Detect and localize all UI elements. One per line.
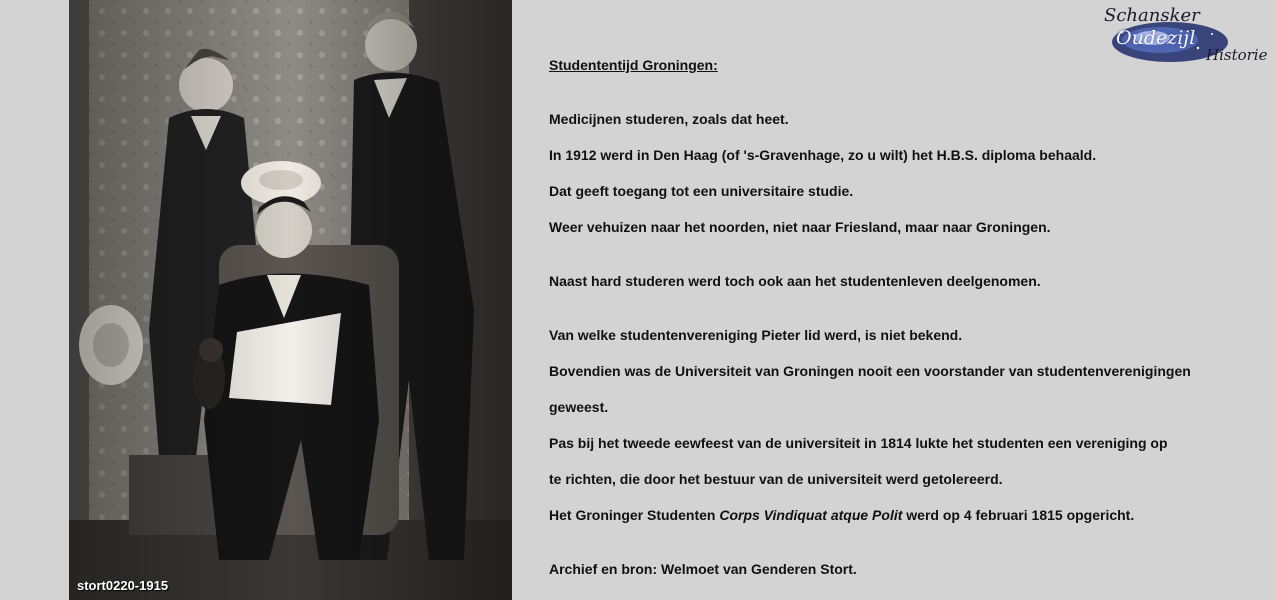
corps-name: Corps Vindiquat atque Polit: [719, 507, 903, 523]
logo-text-historie: Historie: [1206, 46, 1268, 64]
paragraph-text: Het Groninger Studenten: [549, 507, 720, 523]
photo-caption: stort0220-1915: [77, 578, 169, 593]
logo-text-schansker: Schansker: [1104, 5, 1200, 26]
site-logo[interactable]: [1102, 2, 1272, 66]
logo-text-oudezijl: Oudezijl: [1116, 27, 1196, 49]
paragraph: geweest.: [549, 399, 609, 415]
paragraph: Weer vehuizen naar het noorden, niet naar Friesland, maar naar Groningen.: [549, 219, 1051, 235]
paragraph-text: werd op 4 februari 1815 opgericht.: [902, 507, 1135, 523]
paragraph: Dat geeft toegang tot een universitaire studie.: [549, 183, 854, 199]
paragraph: In 1912 werd in Den Haag (of 's-Gravenhage, zo u wilt) het H.B.S. diploma behaald.: [549, 147, 1097, 163]
page-title: Studententijd Groningen:: [549, 57, 718, 73]
paragraph: Van welke studentenvereniging Pieter lid werd, is niet bekend.: [549, 327, 963, 343]
paragraph: te richten, die door het bestuur van de universiteit werd getolereerd.: [549, 471, 1003, 487]
paragraph: Naast hard studeren werd toch ook aan het studentenleven deelgenomen.: [549, 273, 1041, 289]
paragraph: [549, 507, 1134, 523]
paragraph: Medicijnen studeren, zoals dat heet.: [549, 111, 789, 127]
paragraph: Pas bij het tweede eewfeest van de universiteit in 1814 lukte het studenten een vereniging op: [549, 435, 1168, 451]
historic-photo: [69, 0, 512, 600]
source-credit: Archief en bron: Welmoet van Genderen Stort.: [549, 561, 857, 577]
paragraph: Bovendien was de Universiteit van Groningen nooit een voorstander van studentenverenigingen: [549, 363, 1191, 379]
